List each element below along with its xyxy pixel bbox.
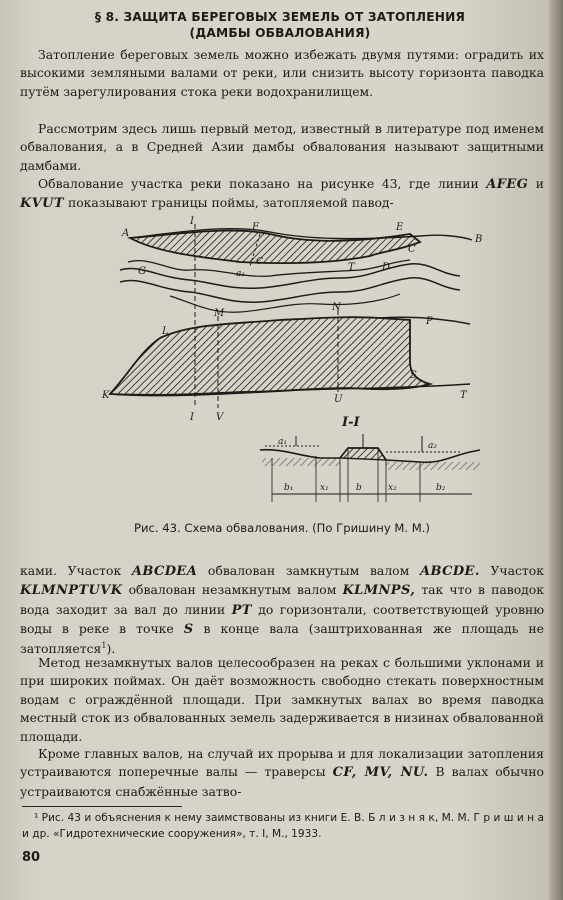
ground-hatch-left <box>262 458 340 466</box>
page-number: 80 <box>22 850 41 865</box>
label-pt: PT <box>231 602 252 618</box>
label-x2: x₂ <box>388 483 397 493</box>
label-t: T <box>460 390 467 401</box>
text-span: так что в паводок вода заходит за вал до линии <box>20 582 544 617</box>
section-title: I-I <box>342 415 360 430</box>
embankment-section <box>340 448 386 460</box>
label-v: V <box>216 412 224 423</box>
section-heading <box>20 9 540 41</box>
paragraph-6 <box>20 745 544 801</box>
text-span: показывают границы поймы, затопляемой павод- <box>64 195 394 211</box>
label-b1: b₁ <box>284 483 294 493</box>
label-abcdea: ABCDEA <box>131 564 198 579</box>
label-b: B <box>475 234 483 245</box>
book-spine-shadow <box>549 0 563 900</box>
label-d: D <box>382 262 391 273</box>
paragraph-4 <box>20 562 544 658</box>
label-m: M <box>214 308 225 319</box>
figure-caption: Рис. 43. Схема обвалования. (По Гришину М. М.) <box>134 521 430 535</box>
label-s: S <box>183 622 194 638</box>
label-b2: b₂ <box>436 483 446 493</box>
label-n: N <box>332 302 341 313</box>
text-span: Обвалование участка реки показано на рисунке 43, где линии <box>38 176 487 191</box>
paragraph-5: Метод незамкнутых валов целесообразен на реках с большими уклонами и при широких поймах. Он даёт возможность свободно стекать поверхностным водам с ограждённой площади. При замкнутых валах во время паводка местный сток из обвалованных земель задерживается в низинах обвалованной площади. <box>20 655 544 744</box>
label-k: K <box>102 390 110 401</box>
text-span: обвалован незамкнутым валом <box>122 582 343 598</box>
footnote-ref: 1 <box>101 640 107 650</box>
label-a2: a₂ <box>428 441 437 451</box>
heading-line-1: § 8. ЗАЩИТА БЕРЕГОВЫХ ЗЕМЕЛЬ ОТ ЗАТОПЛЕНИЯ <box>94 10 466 24</box>
label-p: P <box>426 316 433 327</box>
label-l: L <box>162 326 169 337</box>
ground-hatch-right <box>386 462 480 470</box>
text-span: ). <box>106 640 116 656</box>
heading-line-2: (ДАМБЫ ОБВАЛОВАНИЯ) <box>189 26 371 40</box>
text-span: в конце вала (заштрихованная же площадь не затопляется <box>20 621 545 656</box>
paragraph-1: Затопление береговых земель можно избежать двумя путями: оградить их высокими земляными валами от реки, или снизить высоту горизонта паводка путём зарегулирования стока реки водохранилищем. <box>20 47 544 99</box>
label-a: A <box>122 228 130 239</box>
text-span: до горизонтали, соответствующей уровню воды в реке в точке <box>20 601 544 637</box>
footnote: ¹ Рис. 43 и объяснения к нему заимствованы из книги Е. В. Б л и з н я к, М. М. Г р и ш и н а и др. «Гидротехнические сооружения», т. I, М., 1933. <box>22 812 544 840</box>
line-label-afeg: AFEG <box>486 177 529 192</box>
text-span: Кроме главных валов, на случай их прорыва и для локализации затопления устраиваются поперечные валы — траверсы <box>20 746 544 780</box>
river-bank-third <box>170 294 400 312</box>
label-a-inner: a₁ <box>236 269 245 279</box>
text-span: В валах обычно устраиваются снабжённые затво- <box>20 764 545 799</box>
label-x1: x₁ <box>320 483 329 493</box>
closed-embankment-area <box>130 231 420 264</box>
label-t-upper: T <box>348 262 355 273</box>
label-c-inner: C <box>256 257 263 267</box>
figure-43 <box>80 212 500 512</box>
label-klmnps: KLMNPS, <box>342 583 416 599</box>
text-span: ками. Участок <box>20 563 132 578</box>
text-span: и <box>528 176 544 191</box>
river-bank-lower <box>120 278 460 302</box>
label-i-bottom: I <box>190 412 194 423</box>
label-s: S <box>410 370 417 381</box>
label-b: b <box>356 483 362 493</box>
label-i-top: I <box>190 216 194 227</box>
label-c: C <box>408 244 416 255</box>
open-embankment-area <box>110 317 430 395</box>
label-f: F <box>252 222 259 233</box>
line-label-kvut: KVUT <box>20 196 64 212</box>
paragraph-2: Рассмотрим здесь лишь первый метод, известный в литературе под именем обвалования, а в Средней Азии дамбы обвалования называют защитными дамбами. <box>20 121 544 173</box>
footnote-rule <box>22 806 182 807</box>
embankment-diagram <box>80 212 500 512</box>
label-traverses: CF, MV, NU. <box>332 765 429 781</box>
label-abcde: ABCDE. <box>419 564 480 579</box>
text-span: обвалован замкнутым валом <box>197 563 420 578</box>
label-e: E <box>396 222 404 233</box>
label-a1: a₁ <box>278 437 287 447</box>
label-klmnptuvk: KLMNPTUVK <box>20 583 123 599</box>
text-span: Участок <box>479 563 544 578</box>
paragraph-3 <box>20 175 544 214</box>
label-g: G <box>138 266 146 277</box>
label-u: U <box>334 394 343 405</box>
